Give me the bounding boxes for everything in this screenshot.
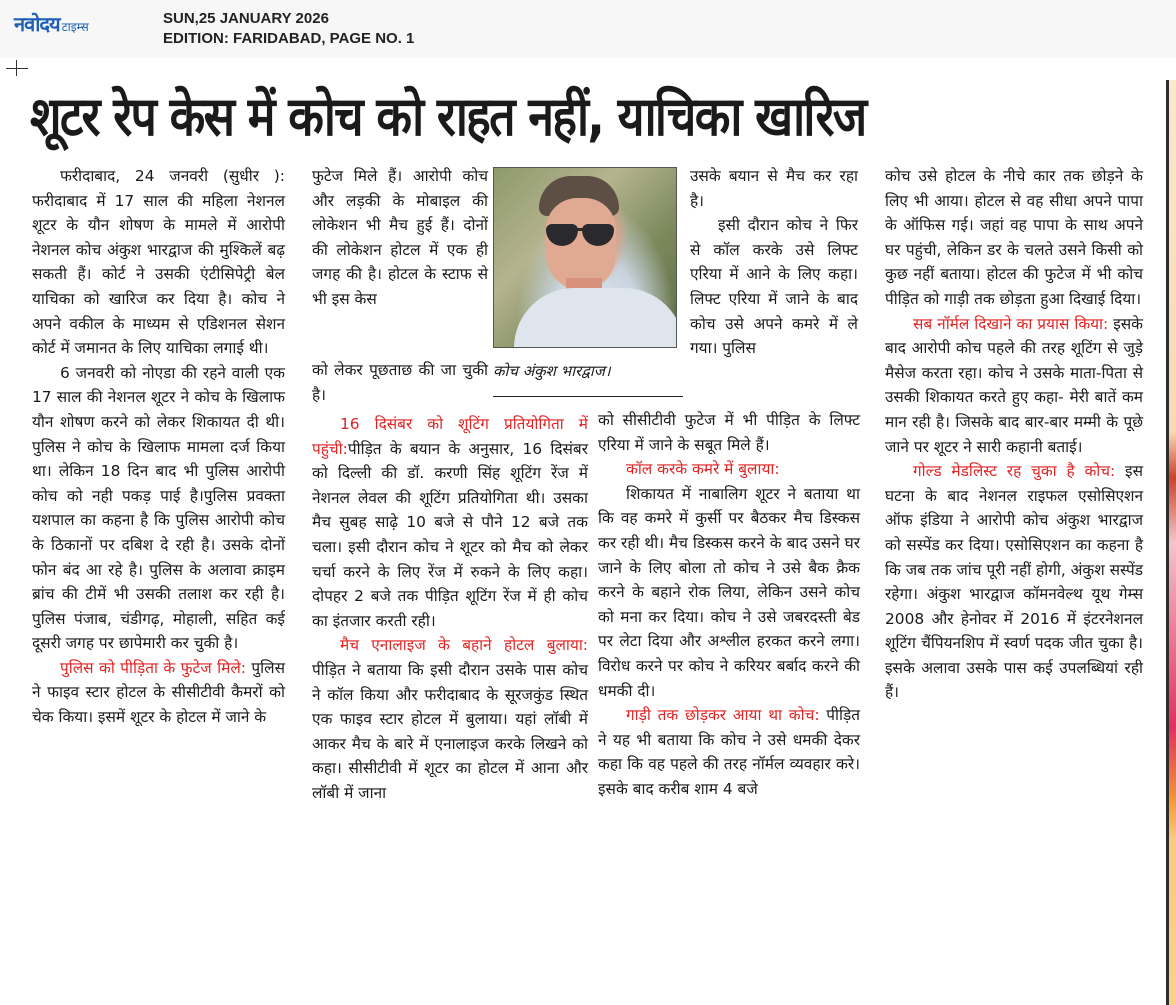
edition-info: [163, 9, 414, 49]
subheading: सब नॉर्मल दिखाने का प्रयास किया:: [913, 314, 1109, 333]
paragraph: इसी दौरान कोच ने फिर से कॉल करके उसे लिफ्ट एरिया में आने के लिए कहा। लिफ्ट एरिया में जाने के बाद कोच उसे अपने कमरे में ले गया। पुलिस: [690, 216, 858, 358]
paragraph: [32, 656, 285, 730]
paragraph: 6 जनवरी को नोएडा की रहने वाली एक 17 साल की नेशनल शूटर ने कोच के खिलाफ यौन शोषण करने को लेकर शिकायत दी थी। पुलिस ने कोच के खिलाफ मामला दर्ज किया था। लेकिन 18 दिन बाद भी पुलिस आरोपी कोच को नही पकड़ पाई है।पुलिस प्रवक्ता यशपाल का कहना है कि पुलिस आरोपी कोच के ठिकानों पर दबिश दे रही है। उसके दोनों फोन बंद आ रहे है। पुलिस के अलावा क्राइम ब्रांच की टीमें भी उसकी तलाश कर रही है। पुलिस पंजाब, चंडीगढ़, मोहाली, सहित कई दूसरी जगह पर छापेमारी कर चुकी है।: [32, 363, 285, 653]
date-line: SUN,25 JANUARY 2026: [163, 10, 329, 27]
paragraph-body: पुलिस ने फाइव स्टार होटल के सीसीटीवी कैमरों को चेक किया। इसमें शूटर के होटल में जाने के: [32, 658, 285, 727]
paragraph: [885, 459, 1143, 705]
paragraph-body: इसके बाद आरोपी कोच पहले की तरह शूटिंग से जुड़े मैसेज करता रहा। कोच ने उसके माता-पिता से उसकी शिकायत करते हुए कहा- मेरी बातें कम मान रही है। जिसके बाद बार-बार मम्मी के पूछे जाने पर शूटर ने सारी कहानी बताई।: [885, 314, 1143, 456]
photo-caption: कोच अंकुश भारद्वाज।: [493, 362, 611, 380]
caption-divider: [493, 396, 683, 397]
epaper-header: [0, 0, 1176, 58]
paragraph: को लेकर पूछताछ की जा चुकी है।: [312, 361, 488, 404]
newspaper-logo[interactable]: [14, 10, 89, 37]
paragraph-body: पीड़ित ने यह भी बताया कि कोच ने उसे धमकी देकर कहा कि वह पहले की तरह नॉर्मल व्यवहार करे। इसके बाद करीब शाम 4 बजे: [598, 706, 860, 798]
subheading: कॉल करके कमरे में बुलाया:: [626, 460, 780, 479]
subheading: गोल्ड मेडलिस्ट रह चुका है कोच:: [913, 462, 1116, 481]
crosshair-cursor-icon: [6, 60, 28, 76]
logo-sub-text: टाइम्स: [61, 20, 89, 34]
adjacent-article-image-edge: [1166, 80, 1176, 1005]
article-column-3-top: [690, 164, 858, 361]
paragraph-body: पीड़ित के बयान के अनुसार, 16 दिसंबर को दिल्ली की डॉ. करणी सिंह शूटिंग रेंज में नेशनल लेवल की शूटिंग प्रतियोगिता थी। उसका मैच सुबह साढ़े 10 बजे से पौने 12 बजे तक चला। इसी दौरान कोच ने शूटर को मैच को लेकर चर्चा करने के लिए रेंज में रुकने के लिए कहा। दोपहर 2 बजे तक पीड़ित शूटिंग रेंज में ही कोच का इंतजार करती रही।: [312, 439, 588, 630]
subheading: पुलिस को पीड़िता के फुटेज मिले:: [60, 658, 246, 677]
paragraph: [312, 633, 588, 805]
paragraph: फुटेज मिले हैं। आरोपी कोच और लड़की के मोबाइल की लोकेशन भी मैच हुई हैं। दोनों की लोकेशन होटल में एक ही जगह की है। होटल के स्टाफ से भी इस केस: [312, 167, 488, 308]
paragraph: फरीदाबाद, 24 जनवरी (सुधीर ): फरीदाबाद में 17 साल की महिला नेशनल शूटर के यौन शोषण के मामले में आरोपी नेशनल कोच अंकुश भारद्वाज की मुश्किलें बढ़ सकती हैं। कोर्ट ने उसकी एंटीसिपेट्री बेल याचिका को खारिज कर दिया है। कोच ने अपने वकील के माध्यम से एडिशनल सेशन कोर्ट में जमानत के लिए याचिका लगाई थी।: [32, 167, 285, 358]
edition-line: EDITION: FARIDABAD, PAGE NO. 1: [163, 30, 415, 47]
subheading: गाड़ी तक छोड़कर आया था कोच:: [626, 706, 820, 725]
paragraph-body: पीड़ित ने बताया कि इसी दौरान उसके पास कोच ने कॉल किया और फरीदाबाद के सूरजकुंड स्थित एक फाइव स्टार होटल में बुलाया। यहां लॉबी में आकर मैच के बारे में एनालाइज करके लिखने को कहा। सीसीटीवी में शूटर का होटल में आना और लॉबी में जाना: [312, 660, 588, 802]
paragraph-body: इस घटना के बाद नेशनल राइफल एसोसिएशन ऑफ इंडिया ने आरोपी कोच अंकुश भारद्वाज को सस्पेंड कर दिया। एसोसिएशन का कहना है कि जब तक जांच पूरी नहीं होगी, अंकुश सस्पेंड रहेगा। अंकुश भारद्वाज कॉमनवेल्थ यूथ गेम्स 2008 और हेनोवर में 2016 में इंटरनेशनल शूटिंग चैंपियनशिप में स्वर्ण पदक जीत चुका है। इसके अलावा उसके पास कई उपलब्धियां रही हैं।: [885, 462, 1143, 702]
paragraph: [885, 312, 1143, 460]
paragraph: कोच उसे होटल के नीचे कार तक छोड़ने के लिए भी आया। होटल से वह सीधा अपने पापा के ऑफिस गई। जहां वह पापा के साथ अपने घर पहुंची, लेकिन डर के चलते उसने किसी को कुछ नहीं बताया। होटल की फुटेज में भी कोच पीड़ित को गाड़ी तक छोड़ता हुआ दिखाई दिया।: [885, 167, 1143, 308]
article-column-1: [32, 164, 285, 730]
paragraph: शिकायत में नाबालिग शूटर ने बताया था कि वह कमरे में कुर्सी पर बैठकर मैच डिस्कस कर रही थी। मैच डिस्कस करने के बाद उसने घर जाने के लिए बोला तो कोच ने उसे बैक क्रैक करने के बहाने रोक लिया, लेकिन उसने कोच को मना कर दिया। कोच ने उसे जबरदस्ती बेड पर लेटा दिया और अश्लील हरकत करने लगा। विरोध करने पर कोच ने करियर बर्बाद करने की धमकी दी।: [598, 484, 860, 700]
paragraph: [312, 412, 588, 633]
logo-main-text: नवोदय: [14, 12, 60, 36]
paragraph: उसके बयान से मैच कर रहा है।: [690, 167, 858, 210]
article-column-2-continued: [312, 358, 488, 407]
subheading: मैच एनालाइज के बहाने होटल बुलाया:: [340, 636, 588, 655]
coach-photo: [493, 167, 677, 348]
article-column-2-bottom: [312, 412, 588, 806]
article-column-2-top: [312, 164, 488, 312]
article-column-4: [885, 164, 1143, 705]
paragraph: [598, 457, 860, 482]
paragraph: को सीसीटीवी फुटेज में भी पीड़ित के लिफ्ट एरिया में जाने के सबूत मिले हैं।: [598, 411, 860, 454]
article-headline: शूटर रेप केस में कोच को राहत नहीं, याचिका खारिज: [30, 85, 866, 148]
subheading: 16 दिसंबर को शूटिंग प्रतियोगिता में पहुंची:: [312, 415, 588, 458]
article-column-3-bottom: [598, 408, 860, 802]
paragraph: [598, 703, 860, 801]
